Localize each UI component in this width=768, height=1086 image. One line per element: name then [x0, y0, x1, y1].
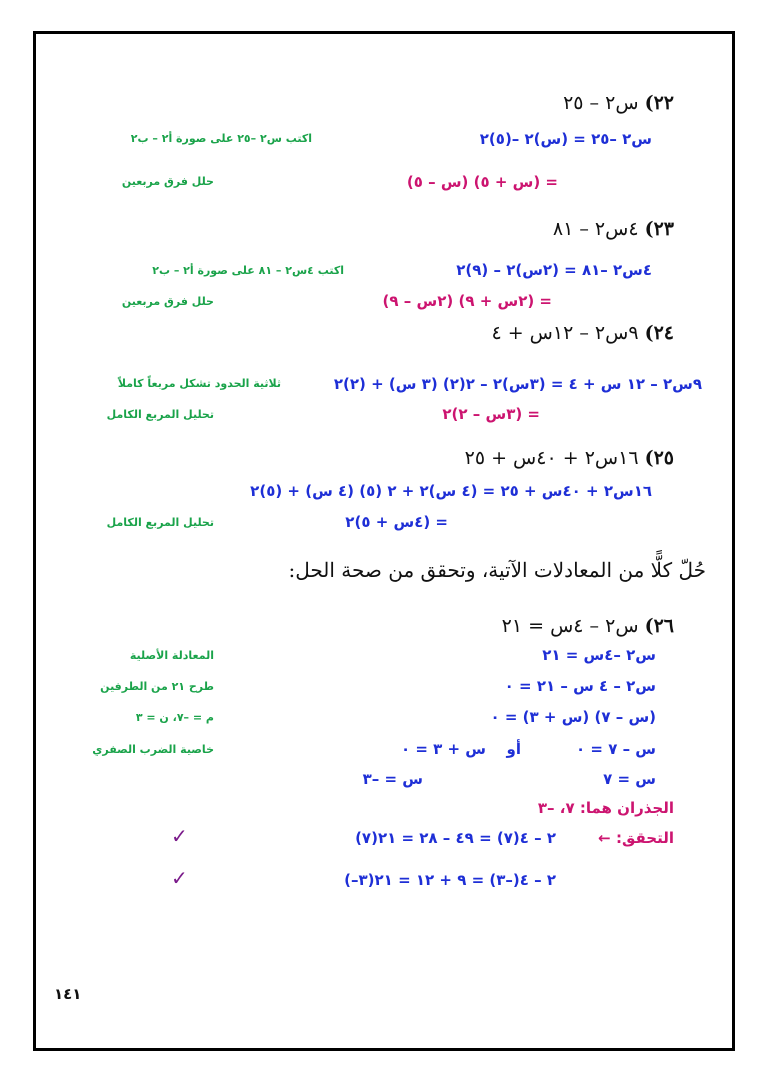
problem-26 — [502, 615, 674, 637]
check-mark-1: ✓ — [171, 824, 188, 848]
p23-note-1: اكتب ٤س٢ – ٨١ على صورة أ٢ – ب٢ — [152, 264, 344, 277]
p26-line-5b: س = –٣ — [362, 770, 423, 788]
problem-22-number: ٢٢) — [644, 92, 674, 114]
problem-26-expression: س٢ – ٤س = ٢١ — [501, 615, 639, 637]
problem-23 — [553, 218, 674, 240]
problem-25-number: ٢٥) — [644, 447, 674, 469]
problem-22 — [563, 92, 674, 114]
problem-23-number: ٢٣) — [644, 218, 674, 240]
problem-24-expression: ٩س٢ – ١٢س + ٤ — [491, 322, 639, 344]
p26-note-1: المعادلة الأصلية — [129, 649, 214, 662]
p24-step-2: = (٣س – ٢)٢ — [442, 405, 540, 423]
problem-24-number: ٢٤) — [644, 322, 674, 344]
page-number: ١٤١ — [54, 985, 82, 1003]
p25-note-2: تحليل المربع الكامل — [106, 516, 214, 529]
p26-note-4: خاصية الضرب الصفري — [92, 743, 214, 756]
p24-step-1: ٩س٢ – ١٢ س + ٤ = (٣س)٢ – ٢(٢) (٣ س) + (٢)٢ — [333, 375, 702, 393]
p26-note-2: طرح ٢١ من الطرفين — [100, 680, 214, 693]
p26-or: أو — [506, 740, 521, 758]
problem-25 — [465, 447, 674, 469]
p22-step-1: س٢ –٢٥ = (س)٢ –(٥)٢ — [479, 130, 652, 148]
problem-22-expression: س٢ – ٢٥ — [563, 92, 639, 114]
p25-step-1: ١٦س٢ + ٤٠س + ٢٥ = (٤ س)٢ + ٢ (٥) (٤ س) + (٥)٢ — [250, 482, 652, 500]
p22-note-1: اكتب س٢ –٢٥ على صورة أ٢ – ب٢ — [130, 132, 312, 145]
p26-line-4a: س – ٧ = ٠ — [576, 740, 656, 758]
p26-check-label: التحقق: ← — [598, 829, 674, 847]
p26-line-4b: س + ٣ = ٠ — [400, 740, 486, 758]
problem-26-number: ٢٦) — [644, 615, 674, 637]
p26-line-1: س٢ –٤س = ٢١ — [542, 646, 656, 664]
p26-check-2: (–٣)٢ – ٤(–٣) = ٩ + ١٢ = ٢١ — [344, 871, 556, 889]
check-mark-2: ✓ — [171, 866, 188, 890]
p24-note-2: تحليل المربع الكامل — [106, 408, 214, 421]
p26-line-5a: س = ٧ — [603, 770, 656, 788]
p23-step-2: = (٢س + ٩) (٢س – ٩) — [382, 292, 552, 310]
p23-step-1: ٤س٢ –٨١ = (٢س)٢ – (٩)٢ — [456, 261, 652, 279]
p22-step-2: = (س + ٥) (س – ٥) — [406, 173, 558, 191]
problem-25-expression: ١٦س٢ + ٤٠س + ٢٥ — [464, 447, 639, 469]
p26-roots: الجذران هما: ٧، –٣ — [537, 799, 674, 817]
p25-step-2: = (٤س + ٥)٢ — [345, 513, 448, 531]
p22-note-2: حلل فرق مربعين — [121, 175, 214, 188]
p26-line-3: (س – ٧) (س + ٣) = ٠ — [490, 708, 656, 726]
p26-line-2: س٢ – ٤ س – ٢١ = ٠ — [504, 677, 656, 695]
p26-note-3: م = –٧، ن = ٣ — [135, 711, 214, 724]
section-heading: حُلّ كلًّا من المعادلات الآتية، وتحقق من صحة الحل: — [288, 558, 706, 582]
problem-23-expression: ٤س٢ – ٨١ — [552, 218, 639, 240]
p26-check-1: (٧)٢ – ٤(٧) = ٤٩ – ٢٨ = ٢١ — [355, 829, 556, 847]
problem-24 — [491, 322, 674, 344]
p23-note-2: حلل فرق مربعين — [121, 295, 214, 308]
p24-note-1: ثلاثية الحدود تشكل مربعاً كاملاً — [117, 377, 281, 390]
